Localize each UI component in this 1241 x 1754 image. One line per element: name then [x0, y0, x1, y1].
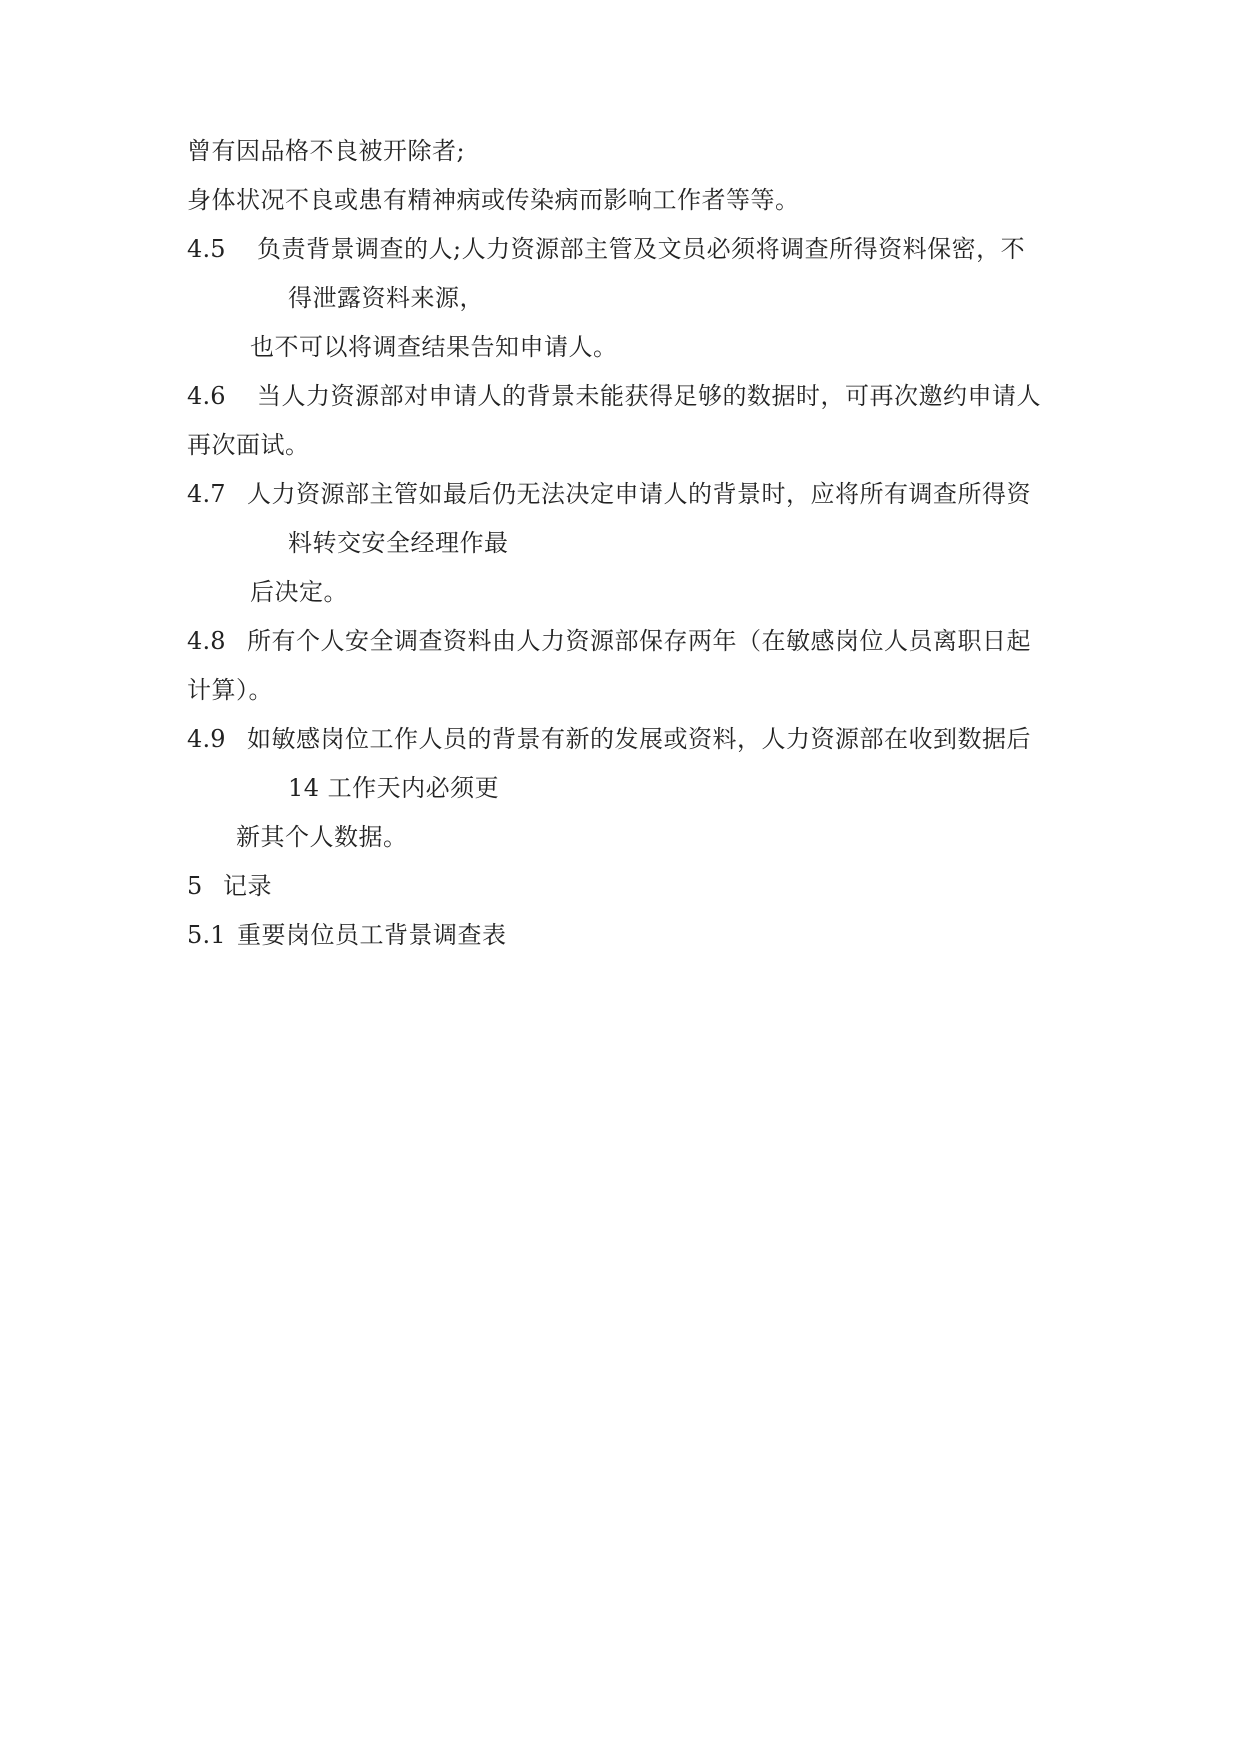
- clause-4-5: [187, 234, 1025, 264]
- clause-4-6-continuation: [187, 430, 310, 460]
- clause-4-6-number: 4.6: [187, 382, 226, 410]
- clause-5-1: [187, 920, 507, 950]
- clause-4-7: [187, 479, 1031, 509]
- clause-4-5-continuation-2-text: 也不可以将调查结果告知申请人。: [250, 333, 618, 361]
- clause-4-8-continuation: [187, 675, 273, 705]
- clause-4-9-text: 如敏感岗位工作人员的背景有新的发展或资料，人力资源部在收到数据后: [247, 725, 1031, 753]
- clause-5-1-text: 重要岗位员工背景调查表: [237, 921, 507, 949]
- clause-4-9: [187, 724, 1031, 754]
- section-5-title: 记录: [223, 872, 272, 900]
- clause-4-8-number: 4.8: [187, 627, 226, 655]
- clause-4-8: [187, 626, 1031, 656]
- section-5-number: 5: [187, 872, 203, 900]
- clause-4-8-text: 所有个人安全调查资料由人力资源部保存两年（在敏感岗位人员离职日起: [247, 627, 1031, 655]
- clause-4-5-continuation-1: [288, 283, 484, 313]
- clause-4-7-text: 人力资源部主管如最后仍无法决定申请人的背景时，应将所有调查所得资: [247, 480, 1031, 508]
- clause-5-1-number: 5.1: [187, 921, 226, 949]
- clause-4-9-continuation-1-text: 14 工作天内必须更: [288, 774, 500, 802]
- clause-4-7-continuation-1-text: 料转交安全经理作最: [288, 529, 509, 557]
- line-1-text: 曾有因品格不良被开除者;: [187, 137, 466, 165]
- line-2-text: 身体状况不良或患有精神病或传染病而影响工作者等等。: [187, 186, 800, 214]
- clause-4-6-continuation-text: 再次面试。: [187, 431, 310, 459]
- clause-4-7-number: 4.7: [187, 480, 226, 508]
- clause-4-5-number: 4.5: [187, 235, 226, 263]
- clause-4-5-continuation-1-text: 得泄露资料来源，: [288, 284, 484, 312]
- clause-4-6: [187, 381, 1041, 411]
- clause-4-9-number: 4.9: [187, 725, 226, 753]
- clause-4-8-continuation-text: 计算）。: [187, 676, 273, 704]
- clause-4-9-continuation-2-text: 新其个人数据。: [236, 823, 408, 851]
- clause-4-9-continuation-1: [288, 773, 499, 803]
- clause-4-5-text: 负责背景调查的人;人力资源部主管及文员必须将调查所得资料保密，不: [257, 235, 1026, 263]
- clause-4-7-continuation-2-text: 后决定。: [250, 578, 348, 606]
- clause-4-6-text: 当人力资源部对申请人的背景未能获得足够的数据时，可再次邀约申请人: [257, 382, 1041, 410]
- section-5-heading: [187, 871, 272, 901]
- clause-4-7-continuation-1: [288, 528, 509, 558]
- text-line-1: [187, 136, 465, 166]
- clause-4-7-continuation-2: [250, 577, 348, 607]
- clause-4-9-continuation-2: [236, 822, 408, 852]
- clause-4-5-continuation-2: [250, 332, 618, 362]
- text-line-2: [187, 185, 800, 215]
